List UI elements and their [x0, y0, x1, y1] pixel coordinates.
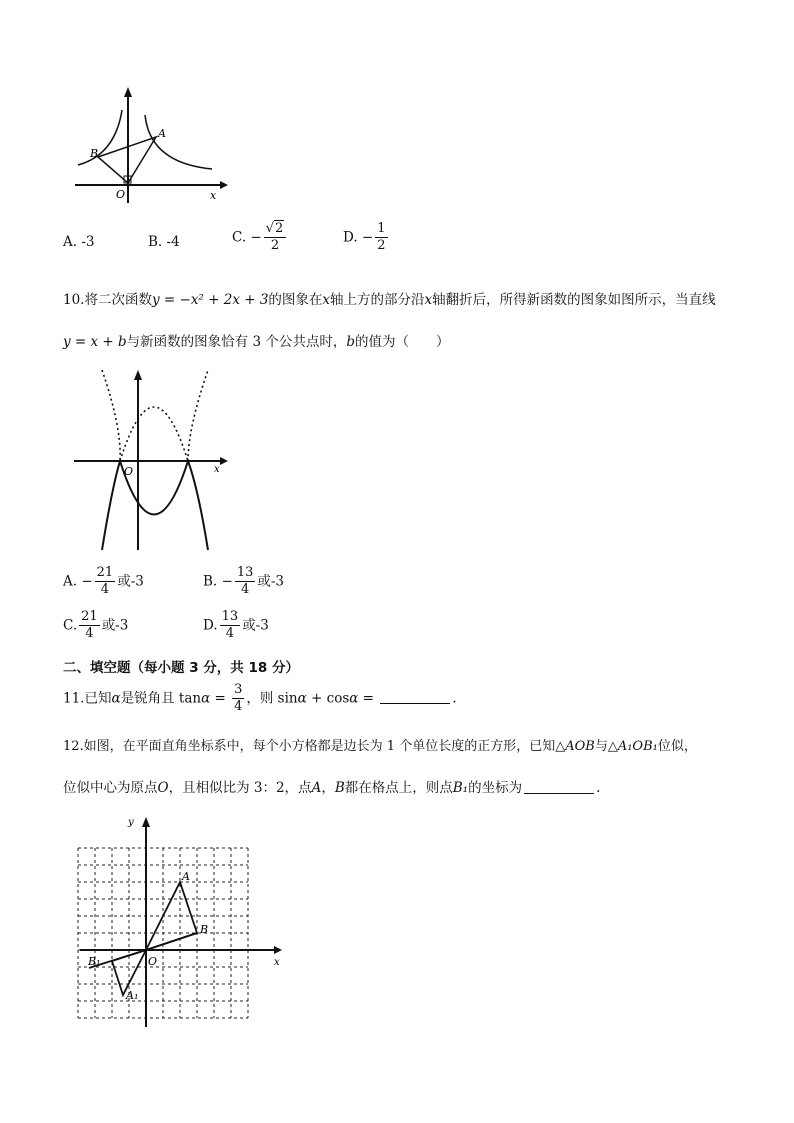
q11-alpha-3: α	[297, 690, 307, 707]
q12-answer-blank[interactable]	[524, 793, 594, 794]
q10-var-b: b	[346, 334, 355, 350]
q10-text-b: 的图象在	[268, 292, 323, 308]
q12-end: .	[596, 780, 601, 796]
q11-frac-den: 4	[234, 699, 243, 715]
q9-option-b[interactable]: B. -4	[148, 234, 180, 250]
q10-figure	[74, 368, 234, 553]
q10-option-b-suffix: 或-3	[257, 573, 285, 590]
q11-text-a: 11.已知	[63, 690, 112, 707]
q10-option-c-suffix: 或-3	[101, 617, 129, 634]
q10-option-b[interactable]	[203, 566, 284, 598]
q9-option-d[interactable]	[343, 222, 390, 254]
q10-var-x1: x	[322, 292, 331, 308]
q10-option-d-suffix: 或-3	[242, 617, 269, 634]
q11-text-f: =	[358, 690, 379, 707]
q10-option-d[interactable]	[203, 610, 269, 642]
q9-option-d-den: 2	[377, 238, 386, 254]
q12-grid	[78, 848, 248, 1018]
q11-end: .	[452, 690, 457, 707]
q9-option-d-prefix: D. −	[343, 229, 374, 246]
q10-text-c: 轴上方的部分沿	[330, 292, 425, 308]
q10-function: y = −x² + 2x + 3	[151, 292, 269, 308]
q10-option-c-num: 21	[79, 610, 100, 626]
q10-option-a-prefix: A. −	[63, 573, 93, 590]
q9-option-d-frac	[375, 222, 387, 254]
q10-option-c-prefix: C.	[63, 617, 78, 634]
q10-text-a: 10.将二次函数	[63, 292, 152, 308]
q12-line1	[63, 735, 697, 754]
q11-answer-blank[interactable]	[380, 703, 450, 704]
q9-option-c-prefix: C. −	[232, 229, 262, 246]
q10-option-b-den: 4	[240, 582, 250, 598]
q10-option-b-num: 13	[235, 566, 256, 582]
q10-option-a-num: 21	[95, 566, 116, 582]
q12-text-e: ，且相似比为 3：2，点	[168, 780, 312, 796]
q10-option-d-frac	[220, 610, 241, 642]
q10-text-f: 的值为（ ）	[355, 334, 450, 350]
q9-option-a[interactable]: A. -3	[63, 234, 95, 250]
q11-alpha-4: α	[349, 690, 359, 707]
q12-label-a: A	[182, 870, 190, 883]
q12-pa: A	[311, 780, 322, 796]
q9-option-c-num: 2	[275, 221, 284, 236]
q11-text-b: 是锐角且 tan	[120, 690, 202, 707]
q10-text-d: 轴翻折后，所得新函数的图象如图所示，当直线	[432, 292, 716, 308]
q9-figure	[70, 85, 230, 205]
q10-option-b-prefix: B. −	[203, 573, 233, 590]
q12-text-a: 12.如图，在平面直角坐标系中，每个小方格都是边长为 1 个单位长度的正方形，已知△	[63, 739, 566, 754]
q10-label-x: x	[214, 464, 220, 475]
q10-line-func: y = x + b	[63, 334, 127, 350]
q11-alpha-2: α	[201, 690, 211, 707]
q10-option-c-frac	[79, 610, 100, 642]
q12-a1ob1: A₁OB₁	[617, 739, 658, 754]
q12-o: O	[157, 780, 169, 796]
q10-option-c[interactable]	[63, 610, 128, 642]
q10-option-d-prefix: D.	[203, 617, 218, 634]
q12-b1: B₁	[452, 780, 469, 796]
q12-label-b1: B₁	[88, 955, 101, 968]
q9-label-b: B	[90, 147, 99, 160]
q12-text-c: 位似，	[657, 739, 697, 754]
q11-frac-num: 3	[232, 683, 244, 699]
section-title: 二、填空题（每小题 3 分，共 18 分）	[63, 660, 299, 676]
q10-option-a-den: 4	[100, 582, 110, 598]
q10-option-a-frac	[95, 566, 116, 598]
q9-label-o: O	[116, 188, 126, 201]
q10-option-b-frac	[235, 566, 256, 598]
q12-line2	[63, 776, 600, 796]
q11-line	[63, 683, 457, 715]
q10-option-a-suffix: 或-3	[117, 573, 144, 590]
q12-text-f: 都在格点上，则点	[344, 780, 453, 796]
q9-option-d-num: 1	[375, 222, 387, 238]
q9-option-c[interactable]	[232, 222, 288, 254]
q12-figure	[78, 815, 288, 1030]
q10-var-x2: x	[424, 292, 433, 308]
q10-line1	[63, 288, 716, 308]
q11-alpha-1: α	[111, 690, 121, 707]
q11-text-e: + cos	[306, 690, 350, 707]
q9-label-a: A	[158, 127, 166, 140]
q12-text-b: 与△	[594, 739, 618, 754]
q12-aob: AOB	[565, 739, 595, 754]
q12-label-x: x	[274, 957, 280, 968]
q12-label-a1: A₁	[126, 989, 139, 1002]
q10-option-d-num: 13	[220, 610, 241, 626]
q10-option-c-den: 4	[85, 626, 94, 642]
q9-option-c-den: 2	[270, 238, 280, 254]
q10-option-d-den: 4	[225, 626, 235, 642]
q10-label-o: O	[124, 465, 134, 478]
q12-label-y: y	[128, 817, 134, 828]
q11-frac	[232, 683, 244, 715]
q12-label-b: B	[200, 923, 209, 936]
q10-option-a[interactable]	[63, 566, 144, 598]
q12-comma: ，	[321, 780, 335, 796]
q12-text-g: 的坐标为	[468, 780, 523, 796]
q9-option-c-frac: $\frac{√2}{2}$	[264, 222, 287, 254]
q11-text-d: ，则 sin	[246, 690, 298, 707]
q10-text-e: 与新函数的图象恰有 3 个公共点时，	[126, 334, 347, 350]
q9-label-x: x	[210, 189, 217, 202]
q10-line2	[63, 330, 450, 350]
q11-text-c: =	[210, 690, 231, 707]
q12-text-d: 位似中心为原点	[63, 780, 158, 796]
q12-label-o: O	[148, 955, 158, 968]
q12-pb: B	[334, 780, 345, 796]
